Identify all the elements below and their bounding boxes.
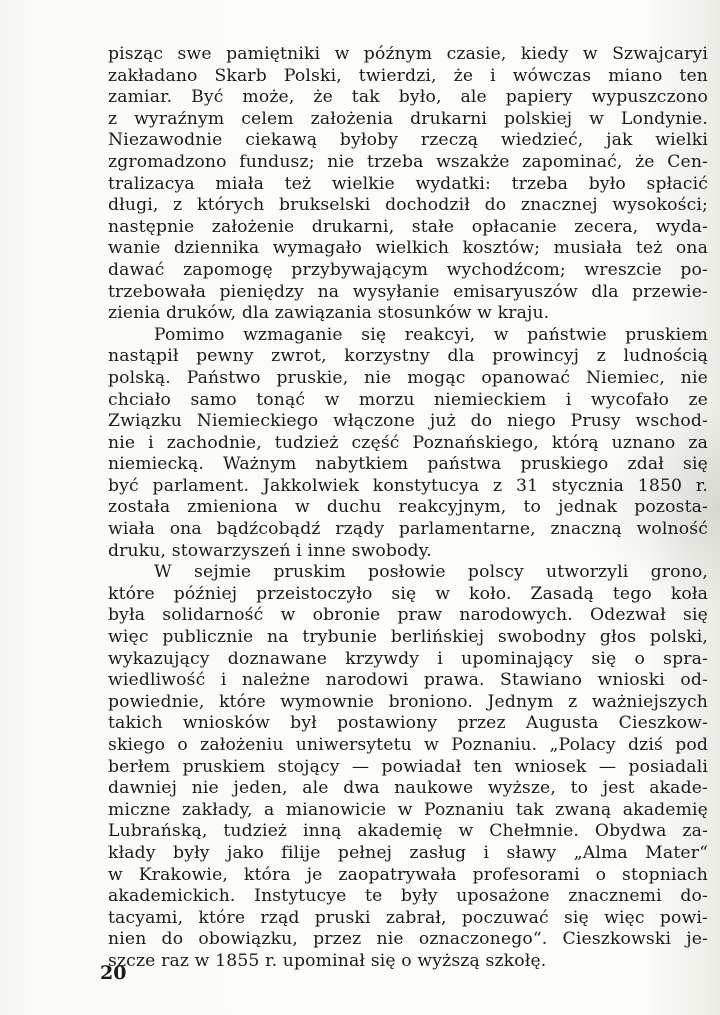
text-line: szcze raz w 1855 r. upominał się o wyższą szkołę. — [108, 950, 547, 971]
text-line: Związku Niemieckiego włączone już do niego Prusy wschod- — [108, 411, 708, 432]
page-number: 20 — [100, 962, 127, 984]
text-line: z wyraźnym celem założenia drukarni polskiej w Londynie. — [108, 108, 708, 129]
text-line: powiednie, które wymownie broniono. Jednym z ważniejszych — [108, 691, 708, 712]
text-line: niemiecką. Ważnym nabytkiem państwa pruskiego zdał się — [108, 454, 708, 475]
text-line: nien do obowiązku, przez nie oznaczonego“. Cieszkowski je- — [108, 929, 708, 950]
text-line: chciało samo tonąć w morzu niemieckiem i wycofało ze — [108, 389, 708, 410]
text-line: pisząc swe pamiętniki w późnym czasie, kiedy w Szwajcaryi — [108, 44, 708, 64]
text-line: dawać zapomogę przybywającym wychodźcom; wreszcie po- — [108, 259, 708, 280]
text-line: zakładano Skarb Polski, twierdzi, że i wówczas miano ten — [108, 65, 708, 86]
text-line: Niezawodnie ciekawą byłoby rzeczą wiedzieć, jak wielki — [108, 130, 708, 151]
text-line: Lubrańską, tudzież inną akademię w Chełmnie. Obydwa za- — [108, 821, 708, 842]
text-line: wiała ona bądźcobądź rządy parlamentarne, znaczną wolność — [108, 519, 708, 540]
body-text — [108, 44, 708, 973]
text-line: była solidarność w obronie praw narodowych. Odezwał się — [108, 605, 708, 626]
text-line: następnie założenie drukarni, stałe opłacanie zecera, wyda- — [108, 216, 708, 237]
text-line: polską. Państwo pruskie, nie mogąc opanować Niemiec, nie — [108, 367, 708, 388]
text-line: Pomimo wzmaganie się reakcyi, w państwie pruskiem — [154, 324, 708, 345]
text-line: tralizacya miała też wielkie wydatki: trzeba było spłacić — [108, 173, 708, 194]
text-line: kłady były jako filije pełnej zasług i sławy „Alma Mater“ — [108, 842, 708, 863]
text-line: które później przeistoczyło się w koło. Zasadą tego koła — [108, 583, 708, 604]
text-line: zienia druków, dla zawiązania stosunków w kraju. — [108, 303, 550, 324]
text-line: W sejmie pruskim posłowie polscy utworzyli grono, — [154, 562, 708, 583]
text-line: wiedliwość i należne narodowi prawa. Stawiano wnioski od- — [108, 670, 708, 691]
text-line: więc publicznie na trybunie berlińskiej swobodny głos polski, — [108, 627, 708, 648]
text-line: miczne zakłady, a mianowicie w Poznaniu tak zwaną akademię — [108, 799, 708, 820]
text-line: długi, z których brukselski dochodził do znacznej wysokości; — [108, 195, 708, 216]
text-line: berłem pruskiem stojący — powiadał ten wniosek — posiadali — [108, 756, 708, 777]
text-line: druku, stowarzyszeń i inne swobody. — [108, 540, 432, 561]
text-line: w Krakowie, która je zaopatrywała profesorami o stopniach — [108, 864, 708, 885]
text-line: została zmieniona w duchu reakcyjnym, to jednak pozosta- — [108, 497, 708, 518]
text-line: zamiar. Być może, że tak było, ale papiery wypuszczono — [108, 87, 708, 108]
text-line: takich wniosków był postawiony przez Augusta Cieszkow- — [108, 713, 708, 734]
text-line: nastąpił pewny zwrot, korzystny dla prowincyj z ludnością — [108, 346, 708, 367]
text-line: wykazujący doznawane krzywdy i upominający się o spra- — [108, 648, 708, 669]
text-line: być parlament. Jakkolwiek konstytucya z 31 stycznia 1850 r. — [108, 475, 708, 496]
text-line: trzebowała pieniędzy na wysyłanie emisaryuszów dla przewie- — [108, 281, 708, 302]
text-line: akademickich. Instytucye te były uposażone znacznemi do- — [108, 886, 708, 907]
text-line: nie i zachodnie, tudzież część Poznańskiego, którą uznano za — [108, 432, 708, 453]
text-line: zgromadzono fundusz; nie trzeba wszakże zapominać, że Cen- — [108, 151, 708, 172]
text-line: wanie dziennika wymagało wielkich kosztów; musiała też ona — [108, 238, 708, 259]
text-line: dawniej nie jeden, ale dwa naukowe wyższe, to jest akade- — [108, 778, 708, 799]
text-line: skiego o założeniu uniwersytetu w Poznaniu. „Polacy dziś pod — [108, 735, 708, 755]
text-line: tacyami, które rząd pruski zabrał, poczuwać się więc powi- — [108, 907, 708, 928]
